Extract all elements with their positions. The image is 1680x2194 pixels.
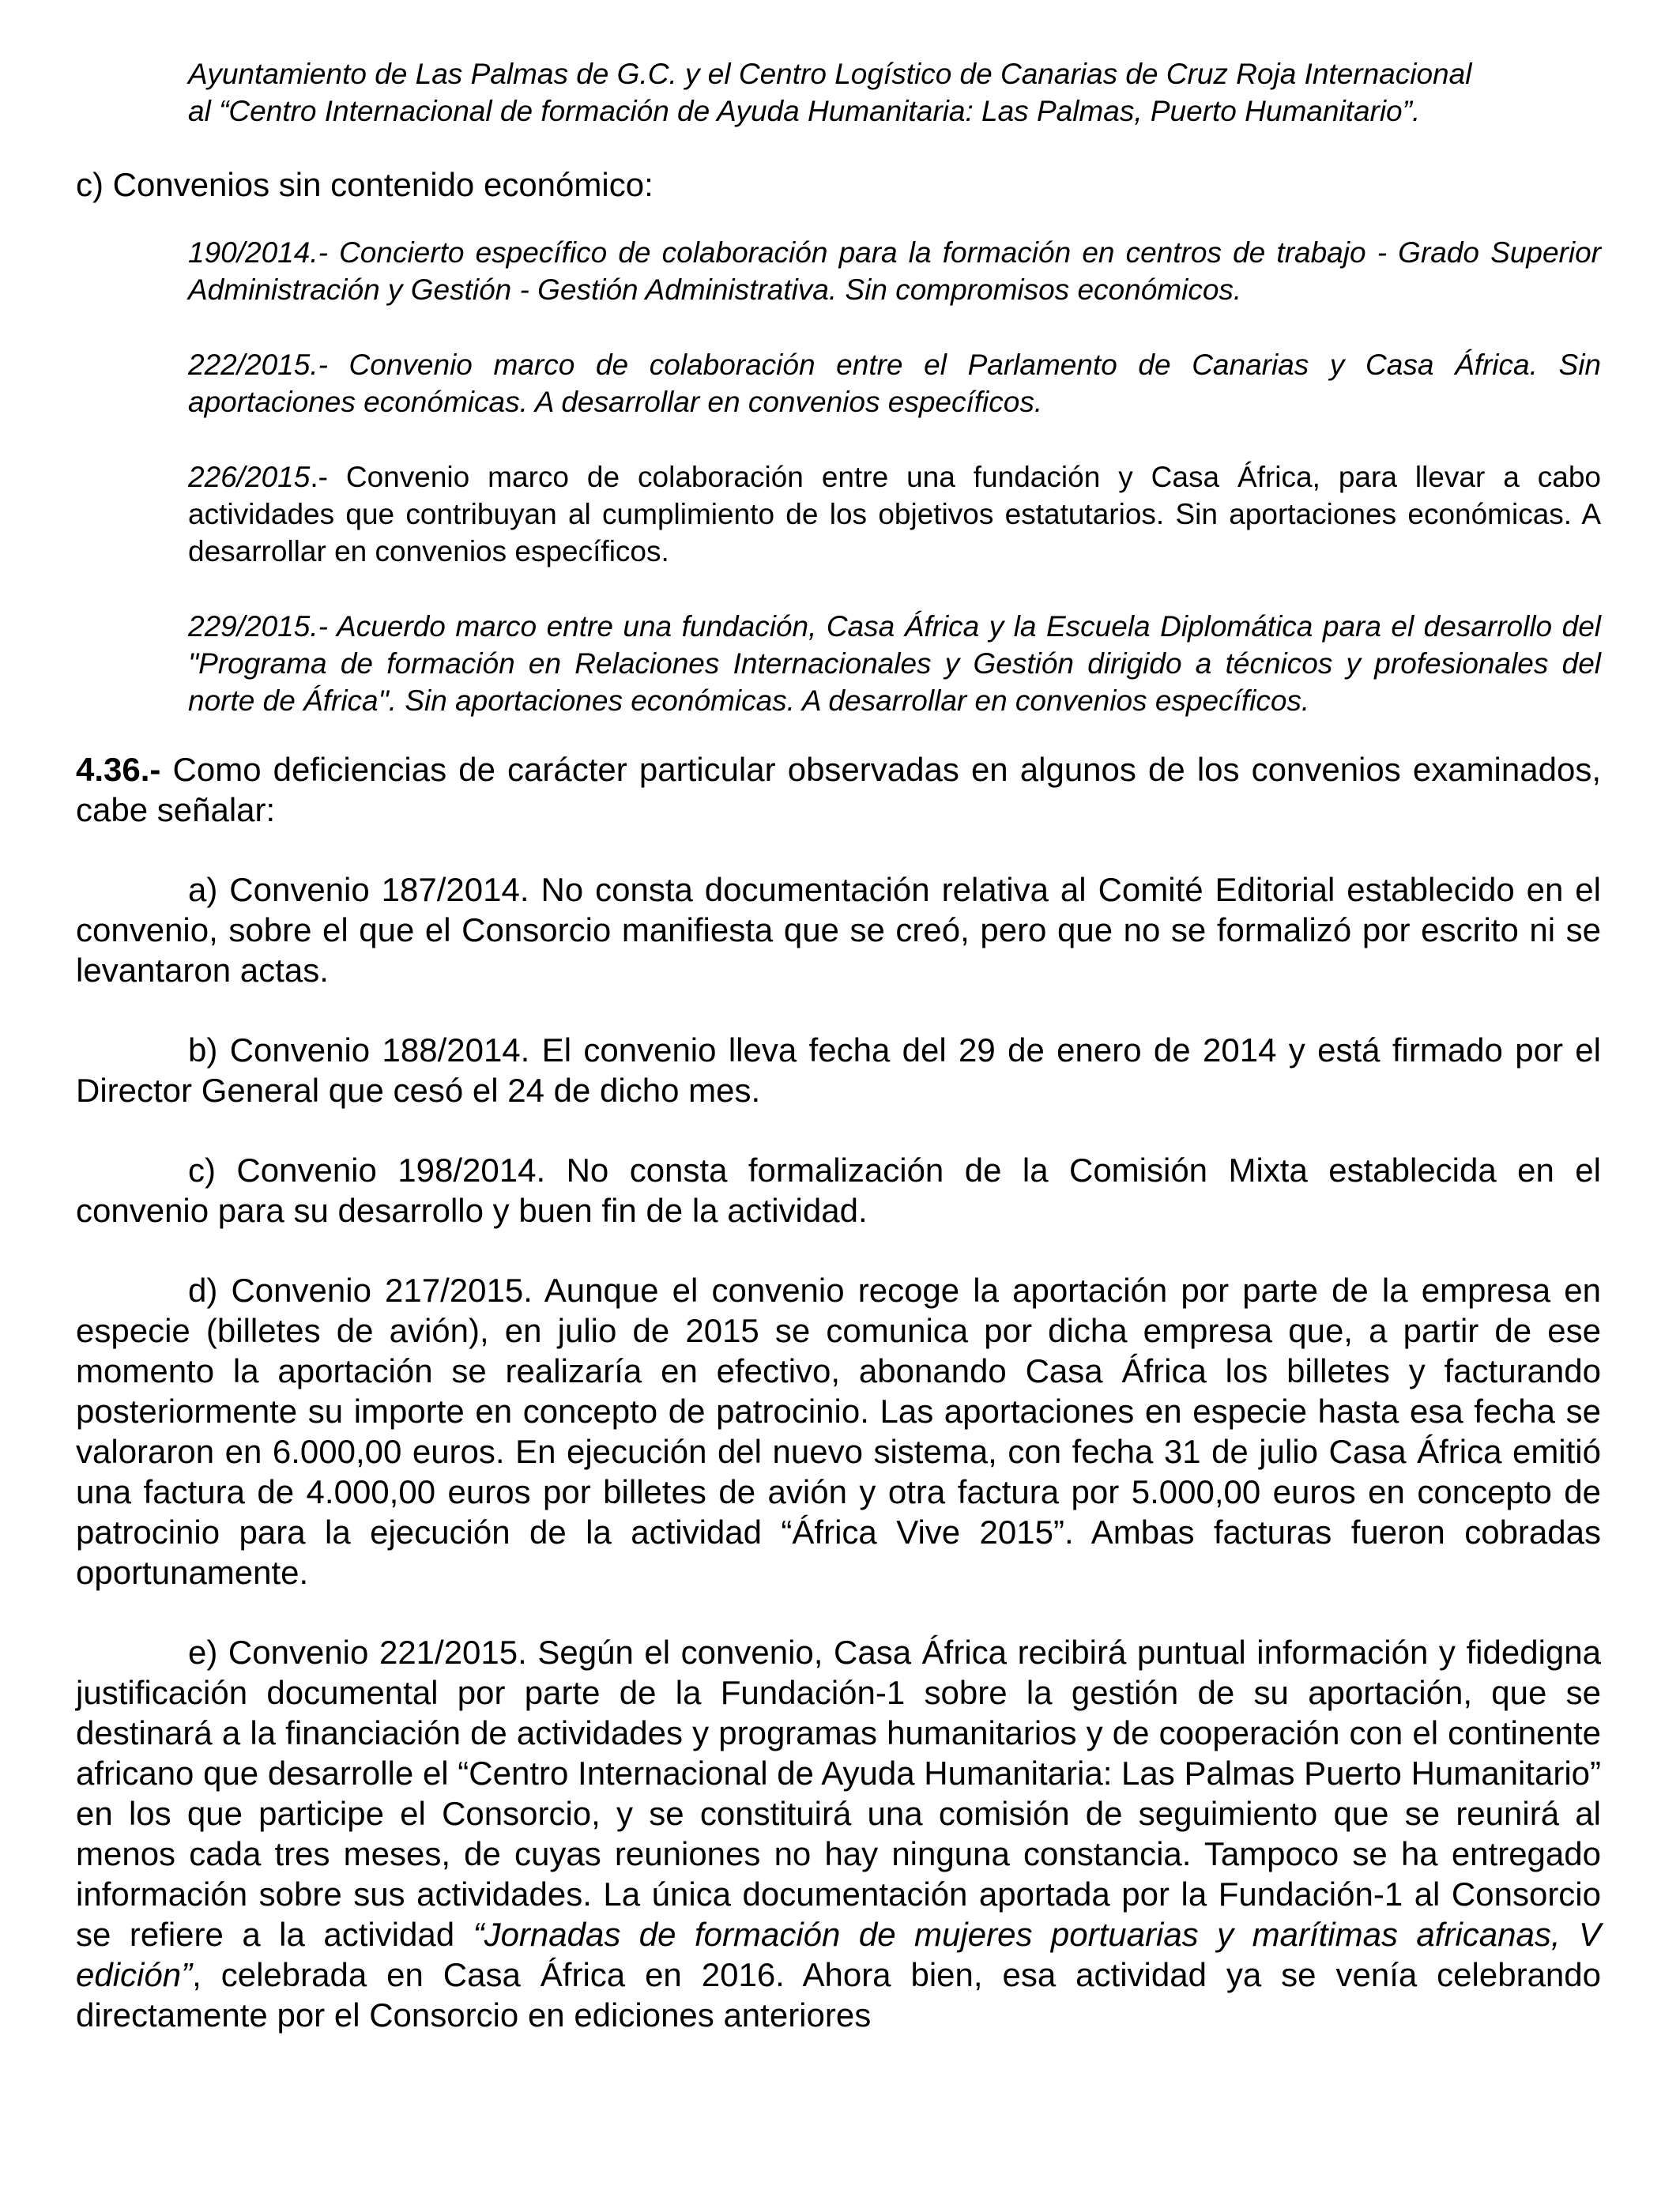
intro-line-1: Ayuntamiento de Las Palmas de G.C. y el Centro Logístico de Canarias de Cruz Roja Internacional <box>188 58 1472 90</box>
section-c-heading: c) Convenios sin contenido económico: <box>76 166 654 203</box>
deficiency-item-b: b) Convenio 188/2014. El convenio lleva fecha del 29 de enero de 2014 y está firmado por el Director General que cesó el 24 de dicho mes. <box>76 1031 1601 1109</box>
item-e-text-2: , celebrada en Casa África en 2016. Ahora bien, esa actividad ya se venía celebrando directamente por el Consorcio en ediciones anteriores <box>76 1956 1601 2034</box>
agreement-number: 226/2015 <box>188 461 311 493</box>
document-page <box>76 55 1601 2035</box>
deficiency-item-a: a) Convenio 187/2014. No consta documentación relativa al Comité Editorial establecido en el convenio, sobre el que el Consorcio manifiesta que se creó, pero que no se formalizó por escrito ni se levantaron actas. <box>76 871 1601 989</box>
intro-line-2: al “Centro Internacional de formación de Ayuda Humanitaria: Las Palmas, Puerto Humanitario”. <box>188 95 1421 127</box>
deficiency-item-e <box>76 1632 1601 2035</box>
agreement-text: - Acuerdo marco entre una fundación, Casa África y la Escuela Diplomática para el desarrollo del "Programa de formación en Relaciones Internacionales y Gestión dirigido a técnicos y profesionales del norte de África". Sin aportaciones económicas. A desarrollar en convenios específicos. <box>188 610 1601 717</box>
deficiency-item-d: d) Convenio 217/2015. Aunque el convenio recoge la aportación por parte de la empresa en especie (billetes de avión), en julio de 2015 se comunica por dicha empresa que, a partir de ese momento la aportación se realizaría en efectivo, abonando Casa África los billetes y facturando posteriormente su importe en concepto de patrocinio. Las aportaciones en especie hasta esa fecha se valoraron en 6.000,00 euros. En ejecución del nuevo sistema, con fecha 31 de julio Casa África emitió una factura de 4.000,00 euros por billetes de avión y otra factura por 5.000,00 euros en concepto de patrocinio para la ejecución de la actividad “África Vive 2015”. Ambas facturas fueron cobradas oportunamente. <box>76 1272 1601 1591</box>
item-e-text-1: e) Convenio 221/2015. Según el convenio, Casa África recibirá puntual información y fidedigna justificación documental por parte de la Fundación-1 sobre la gestión de su aportación, que se destinará a la financiación de actividades y programas humanitarios y de cooperación con el continente africano que desarrolle el “Centro Internacional de Ayuda Humanitaria: Las Palmas Puerto Humanitario” en los que participe el Consorcio, y se constituirá una comisión de seguimiento que se reunirá al menos cada tres meses, de cuyas reuniones no hay ninguna constancia. Tampoco se ha entregado información sobre sus actividades. La única documentación aportada por la Fundación-1 al Consorcio se refiere a la actividad <box>76 1634 1601 1953</box>
agreement-number: 222/2015. <box>188 349 318 381</box>
agreement-text: - Convenio marco de colaboración entre el Parlamento de Canarias y Casa África. Sin aportaciones económicas. A desarrollar en convenios específicos. <box>188 349 1601 418</box>
intro-fragment <box>76 55 1601 130</box>
agreement-text: .- Convenio marco de colaboración entre una fundación y Casa África, para llevar a cabo actividades que contribuyan al cumplimiento de los objetivos estatutarios. Sin aportaciones económicas. A desarrollar en convenios específicos. <box>188 461 1601 567</box>
agreement-item-226 <box>76 458 1601 570</box>
agreement-number: 190/2014. <box>188 236 318 269</box>
agreement-item-222 <box>76 346 1601 420</box>
agreement-text: - Concierto específico de colaboración para la formación en centros de trabajo - Grado Superior Administración y Gestión - Gestión Administrativa. Sin compromisos económicos. <box>188 236 1601 306</box>
agreement-number: 229/2015. <box>188 610 318 643</box>
section-436-intro <box>76 749 1601 830</box>
item-e-activity-title: “Jornadas de formación de mujeres portuarias y marítimas africanas, V edición” <box>76 1916 1601 1993</box>
agreement-item-229 <box>76 608 1601 719</box>
section-intro-text: Como deficiencias de carácter particular observadas en algunos de los convenios examinados, cabe señalar: <box>76 751 1601 828</box>
section-number: 4.36.- <box>76 751 161 788</box>
deficiency-item-c: c) Convenio 198/2014. No consta formalización de la Comisión Mixta establecida en el convenio para su desarrollo y buen fin de la actividad. <box>76 1152 1601 1229</box>
agreement-item-190 <box>76 234 1601 308</box>
